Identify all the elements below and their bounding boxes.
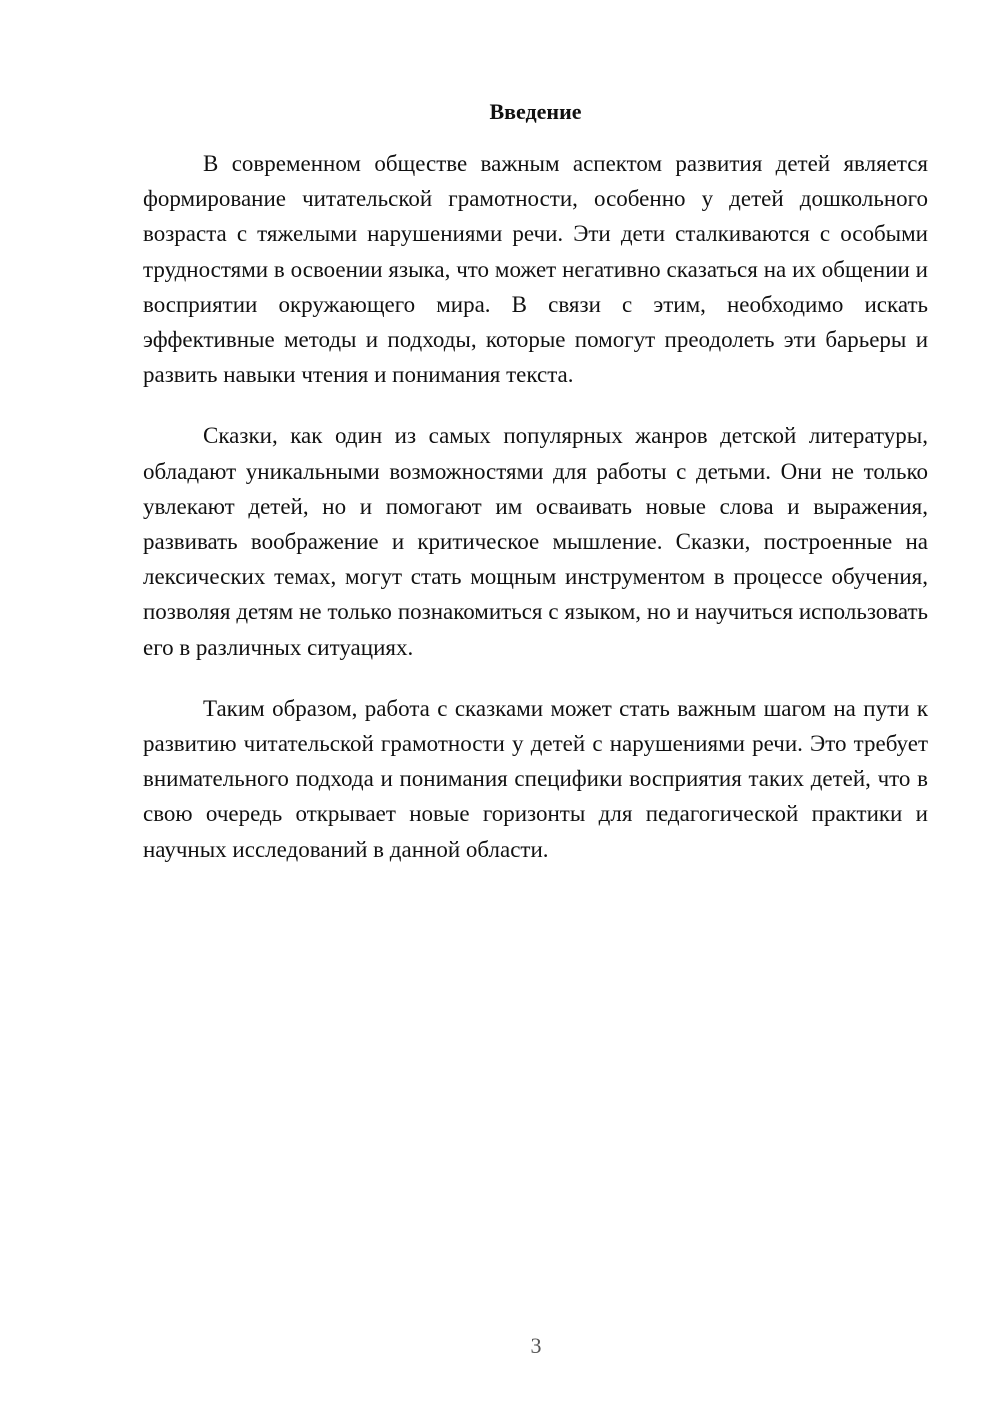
page-content [143, 96, 928, 893]
page-number: 3 [530, 1333, 542, 1358]
paragraph: В современном обществе важным аспектом развития детей является формирование читательской грамотности, особенно у детей дошкольного возраста с тяжелыми нарушениями речи. Эти дети сталкиваются с особыми трудностями в освоении языка, что может негативно сказаться на их общении и восприятии окружающего мира. В связи с этим, необходимо искать эффективные методы и подходы, которые помогут преодолеть эти барьеры и развить навыки чтения и понимания текста. [143, 151, 928, 388]
section-title: Введение [489, 99, 582, 124]
paragraph: Сказки, как один из самых популярных жанров детской литературы, обладают уникальными возможностями для работы с детьми. Они не только увлекают детей, но и помогают им осваивать новые слова и выражения, развивать воображение и критическое мышление. Сказки, построенные на лексических темах, могут стать мощным инструментом в процессе обучения, позволяя детям не только познакомиться с языком, но и научиться использовать его в различных ситуациях. [143, 423, 928, 660]
paragraph: Таким образом, работа с сказками может стать важным шагом на пути к развитию читательской грамотности у детей с нарушениями речи. Это требует внимательного подхода и понимания специфики восприятия таких детей, что в свою очередь открывает новые горизонты для педагогической практики и научных исследований в данной области. [143, 695, 928, 862]
